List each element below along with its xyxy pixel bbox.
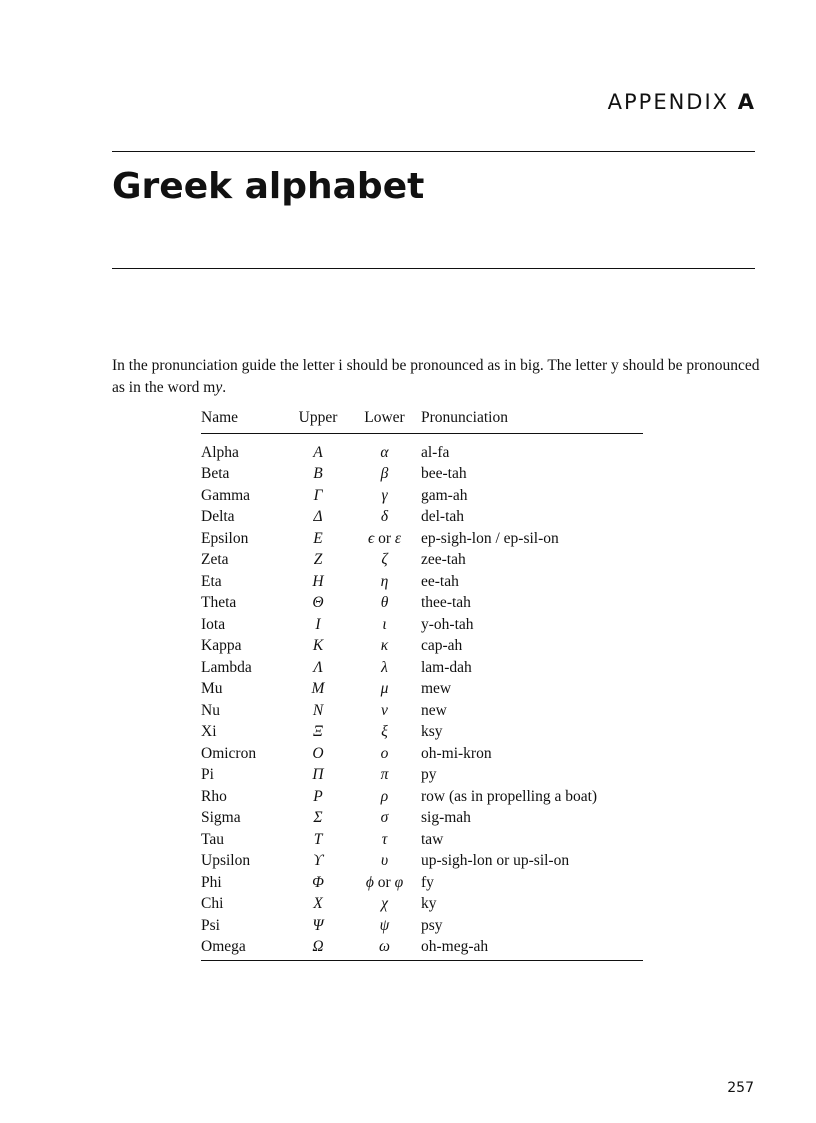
lowercase-letter: λ [381,658,388,676]
uppercase-letter: K [312,637,324,655]
uppercase-letter: E [313,529,323,547]
pronunciation: cap-ah [421,637,463,655]
letter-name: Theta [201,594,237,612]
letter-name: Phi [201,873,222,891]
uppercase-letter: Γ [313,486,323,504]
intro-end: . [222,378,227,396]
letter-name: Psi [201,916,220,934]
table-row [201,851,643,873]
title-top-rule [112,151,755,152]
pronunciation: del-tah [421,508,465,526]
pronunciation: bee-tah [421,465,467,483]
table-row [201,507,643,529]
table-row [201,593,643,615]
table-row [201,636,643,658]
pronunciation: gam-ah [421,486,468,504]
uppercase-letter: Θ [312,594,324,612]
uppercase-letter: N [312,701,324,719]
uppercase-letter: Λ [313,658,323,676]
lowercase-letter: η [380,572,389,590]
pronunciation: up-sigh-lon or up-sil-on [421,852,570,870]
letter-name: Zeta [201,551,229,569]
letter-name: Pi [201,766,214,784]
table-row [201,614,643,636]
letter-name: Tau [201,830,225,848]
title-bottom-rule [112,268,755,269]
letter-name: Iota [201,615,226,633]
lowercase-letter: υ [380,852,389,870]
uppercase-letter: Ω [288,937,348,961]
pronunciation: lam-dah [421,658,472,676]
lowercase-letter: γ [381,486,388,504]
letter-name: Kappa [201,637,242,655]
table-row [201,657,643,679]
table-row [201,786,643,808]
uppercase-letter: T [313,830,323,848]
table-row [201,679,643,701]
uppercase-letter: M [311,680,325,698]
header-lower: Lower [348,409,421,434]
greek-alphabet-table [201,409,643,961]
pronunciation: taw [421,830,444,848]
pronunciation: oh-meg-ah [421,937,643,961]
letter-name: Nu [201,701,220,719]
letter-name: Lambda [201,658,252,676]
letter-name: Gamma [201,486,251,504]
lowercase-letter: α [380,443,389,461]
uppercase-letter: Σ [313,809,323,827]
intro-paragraph [112,355,762,398]
pronunciation: y-oh-tah [421,615,474,633]
pronunciation: ky [421,895,437,913]
lowercase-letter: o [380,744,389,762]
pronunciation: ep-sigh-lon / ep-sil-on [421,529,559,547]
lowercase-letter: σ [380,809,389,827]
table-body [201,434,643,961]
uppercase-letter: X [313,895,323,913]
table-row [201,722,643,744]
lowercase-letter: τ [381,830,388,848]
uppercase-letter: Δ [313,508,323,526]
letter-name: Eta [201,572,222,590]
pronunciation: fy [421,873,434,891]
appendix-letter: A [737,90,754,114]
appendix-word: APPENDIX [607,90,730,114]
lowercase-letter: χ [381,895,388,913]
letter-name: Upsilon [201,852,251,870]
uppercase-letter: O [312,744,324,762]
lowercase-letter: δ [380,508,389,526]
lowercase-letter: μ [380,680,389,698]
table-row [201,765,643,787]
uppercase-letter: P [313,787,323,805]
table-row [201,894,643,916]
lowercase-letter: ρ [380,787,389,805]
uppercase-letter: ϒ [313,852,323,870]
uppercase-letter: A [313,443,323,461]
intro-italic-y: y [215,378,223,396]
uppercase-letter: Π [312,766,324,784]
letter-name: Omicron [201,744,257,762]
header-name: Name [201,409,288,434]
pronunciation: ee-tah [421,572,459,590]
lowercase-letter: ϵ or ε [367,529,402,547]
pronunciation: psy [421,916,443,934]
table-row [201,872,643,894]
pronunciation: thee-tah [421,594,471,612]
pronunciation: new [421,701,447,719]
header-upper: Upper [288,409,348,434]
pronunciation: py [421,766,437,784]
lowercase-letter: π [380,766,389,784]
uppercase-letter: Z [313,551,323,569]
table-row [201,743,643,765]
uppercase-letter: Φ [312,873,324,891]
page-title: Greek alphabet [112,166,425,207]
table-row [201,937,643,961]
letter-name: Omega [201,937,288,961]
letter-name: Chi [201,895,224,913]
header-pronunciation: Pronunciation [421,409,643,434]
page-number: 257 [727,1080,754,1096]
uppercase-letter: H [312,572,324,590]
letter-name: Sigma [201,809,241,827]
letter-name: Xi [201,723,217,741]
letter-name: Alpha [201,443,239,461]
pronunciation: mew [421,680,452,698]
table-row [201,528,643,550]
uppercase-letter: Ξ [313,723,323,741]
pronunciation: oh-mi-kron [421,744,492,762]
pronunciation: ksy [421,723,443,741]
uppercase-letter: I [315,615,321,633]
lowercase-letter: ω [348,937,421,961]
table-row [201,808,643,830]
table-row [201,571,643,593]
lowercase-letter: ν [381,701,388,719]
lowercase-letter: ϕ or φ [365,873,404,891]
pronunciation: al-fa [421,443,450,461]
letter-name: Epsilon [201,529,249,547]
table-row [201,550,643,572]
pronunciation: row (as in propelling a boat) [421,787,598,805]
table-header-row [201,409,643,434]
pronunciation: sig-mah [421,809,471,827]
pronunciation: zee-tah [421,551,466,569]
lowercase-letter: ζ [381,551,388,569]
lowercase-letter: β [380,465,389,483]
lowercase-letter: ξ [381,723,388,741]
lowercase-letter: ι [382,615,387,633]
table-row [201,829,643,851]
letter-name: Mu [201,680,223,698]
table-row [201,464,643,486]
table-row [201,700,643,722]
lowercase-letter: κ [380,637,389,655]
lowercase-letter: ψ [379,916,390,934]
lowercase-letter: θ [380,594,389,612]
table-row [201,485,643,507]
uppercase-letter: B [313,465,323,483]
uppercase-letter: Ψ [312,916,324,934]
table-row [201,434,643,464]
letter-name: Beta [201,465,230,483]
intro-text: In the pronunciation guide the letter i should be pronounced as in big. The letter y should be pronounced as in the word m [112,357,760,396]
letter-name: Delta [201,508,235,526]
appendix-label [608,90,754,114]
table-row [201,915,643,937]
letter-name: Rho [201,787,227,805]
